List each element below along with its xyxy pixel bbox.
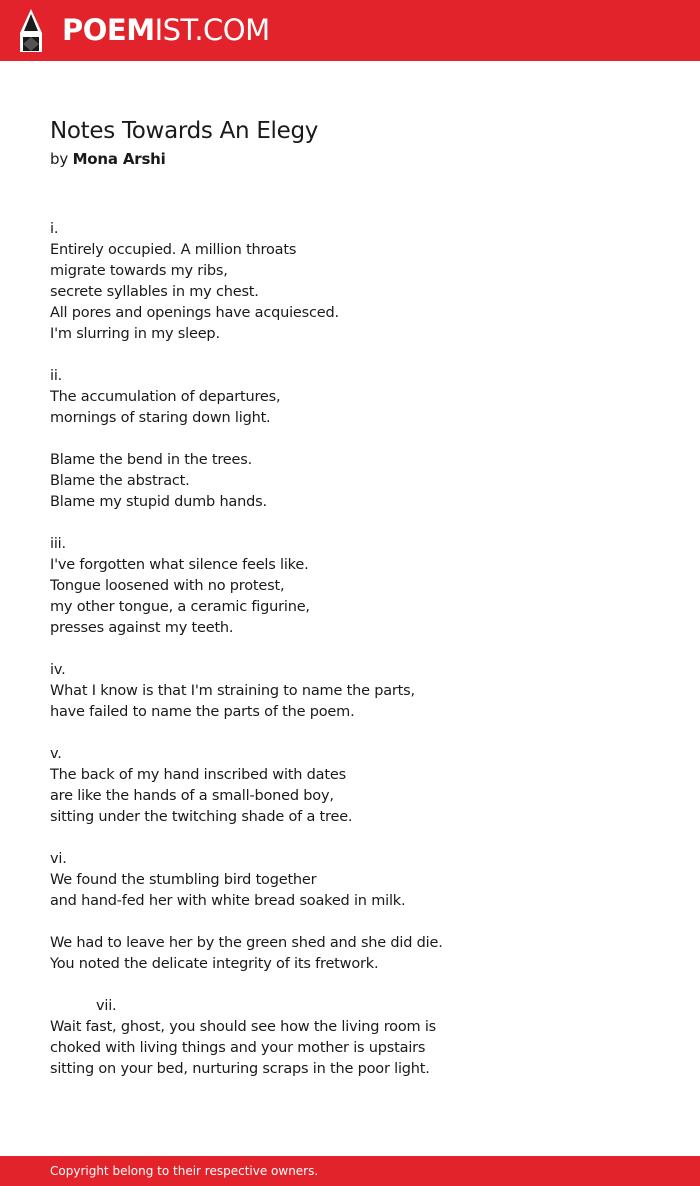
poem-line: We found the stumbling bird together <box>50 872 317 888</box>
poem-line: We had to leave her by the green shed and she did die. <box>50 935 443 951</box>
site-logo[interactable] <box>62 12 270 48</box>
poem-line: Blame the abstract. <box>50 473 190 489</box>
poem-line: mornings of staring down light. <box>50 410 271 426</box>
section-number: vi. <box>50 851 67 867</box>
stanza-break <box>50 639 650 660</box>
poem-line: sitting under the twitching shade of a tree. <box>50 809 353 825</box>
section-number: vii. <box>96 998 117 1014</box>
stanza-break <box>50 429 650 450</box>
poem-line: and hand-fed her with white bread soaked in milk. <box>50 893 406 909</box>
site-header <box>0 0 700 61</box>
stanza-break <box>50 513 650 534</box>
poem-line: have failed to name the parts of the poem. <box>50 704 355 720</box>
section-number: ii. <box>50 368 63 384</box>
section-number: i. <box>50 221 59 237</box>
poem-line: my other tongue, a ceramic figurine, <box>50 599 310 615</box>
poem-line: The back of my hand inscribed with dates <box>50 767 346 783</box>
poem-line: Entirely occupied. A million throats <box>50 242 297 258</box>
poem-line: choked with living things and your mother is upstairs <box>50 1040 426 1056</box>
poem-title: Notes Towards An Elegy <box>50 118 319 144</box>
poem-line: sitting on your bed, nurturing scraps in the poor light. <box>50 1061 430 1077</box>
poem-line: migrate towards my ribs, <box>50 263 228 279</box>
section-number: iv. <box>50 662 66 678</box>
poem-line: presses against my teeth. <box>50 620 234 636</box>
stanza-break <box>50 912 650 933</box>
stanza-break <box>50 345 650 366</box>
logo-text-light: IST.COM <box>154 13 270 47</box>
author-name: Mona Arshi <box>72 150 166 168</box>
site-footer <box>0 1156 700 1186</box>
poem-line: are like the hands of a small-boned boy, <box>50 788 334 804</box>
poem-line: What I know is that I'm straining to name the parts, <box>50 683 415 699</box>
poem-line: I'm slurring in my sleep. <box>50 326 220 342</box>
by-label: by <box>50 150 68 168</box>
copyright-text: Copyright belong to their respective owners. <box>50 1164 319 1178</box>
logo-text-strong: POEM <box>62 13 155 47</box>
stanza-break <box>50 975 650 996</box>
section-number: iii. <box>50 536 66 552</box>
section-number: v. <box>50 746 62 762</box>
poem-line: The accumulation of departures, <box>50 389 281 405</box>
poem-line: I've forgotten what silence feels like. <box>50 557 309 573</box>
poem-line: All pores and openings have acquiesced. <box>50 305 339 321</box>
stanza-break <box>50 828 650 849</box>
poem-line: You noted the delicate integrity of its fretwork. <box>50 956 379 972</box>
poem-line: Blame my stupid dumb hands. <box>50 494 267 510</box>
poem-line: secrete syllables in my chest. <box>50 284 259 300</box>
poem-line: Tongue loosened with no protest, <box>50 578 285 594</box>
stanza-break <box>50 723 650 744</box>
poem-line: Wait fast, ghost, you should see how the living room is <box>50 1019 437 1035</box>
poem-body <box>50 219 650 1080</box>
pencil-icon[interactable] <box>18 9 44 52</box>
poem-line: Blame the bend in the trees. <box>50 452 253 468</box>
byline <box>50 148 166 170</box>
